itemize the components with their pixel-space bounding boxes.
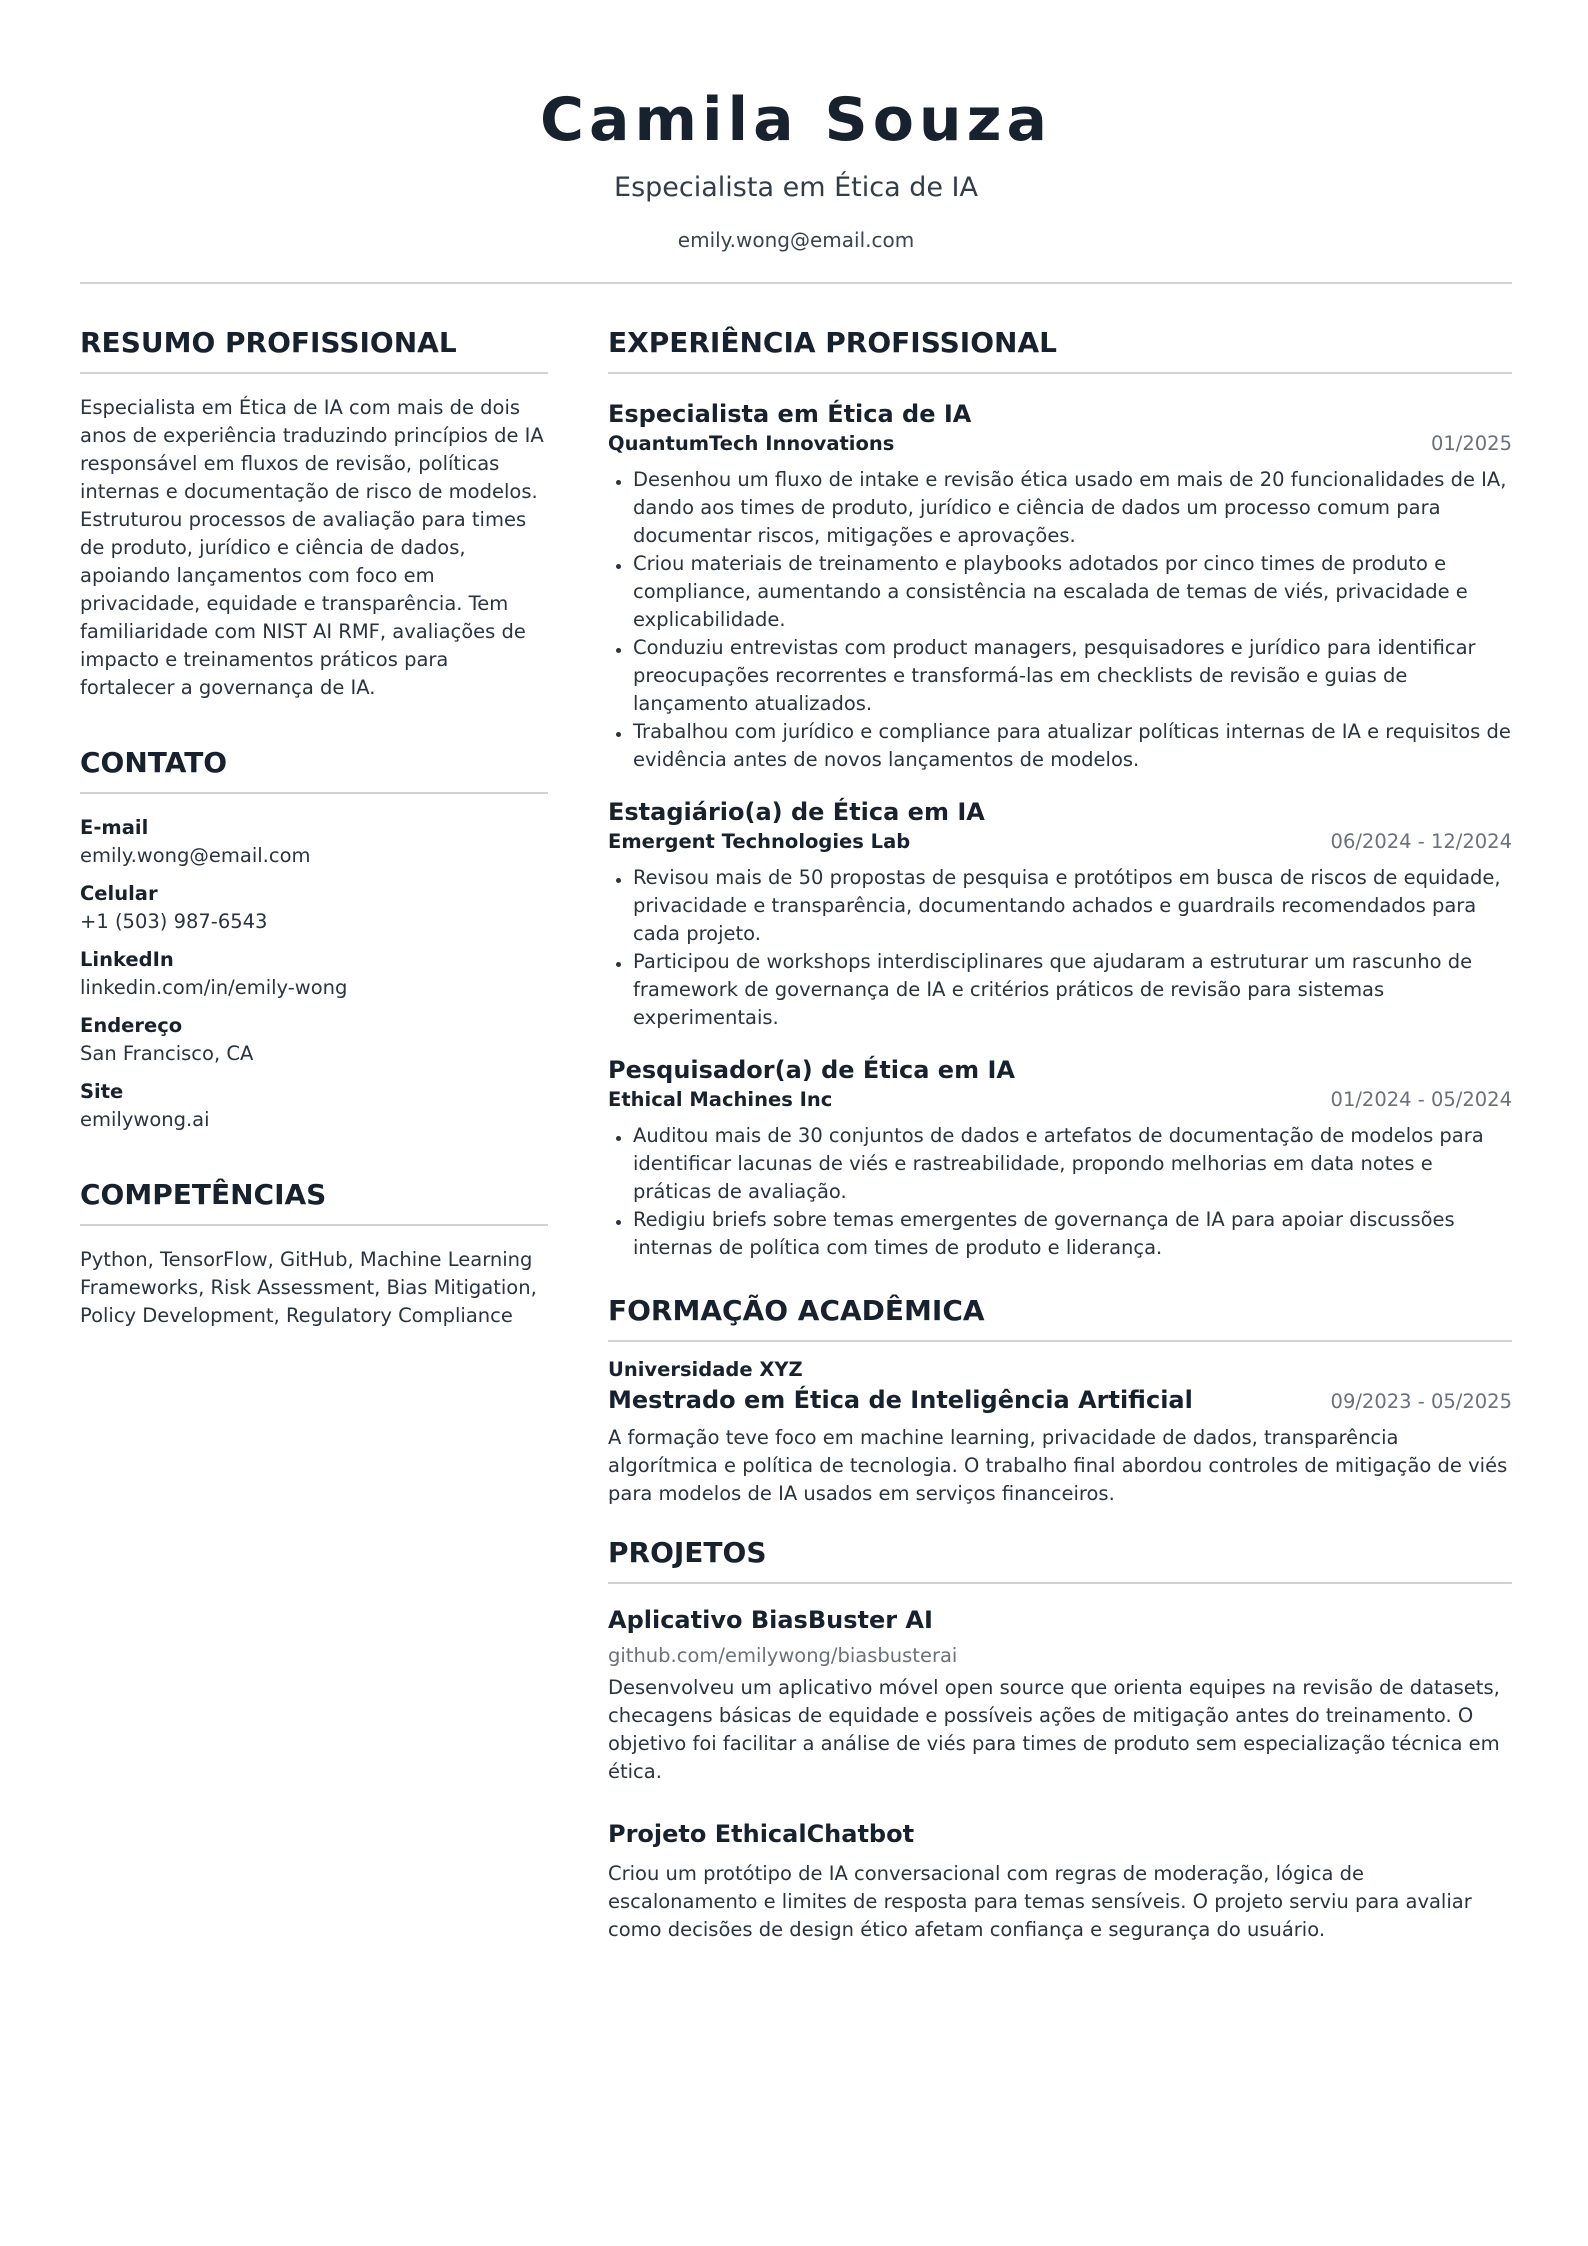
job-meta [608, 828, 1512, 856]
project-entry [608, 1818, 1512, 1944]
education-row [608, 1384, 1512, 1416]
contact-label: E-mail [80, 816, 149, 839]
projects-section [608, 1534, 1512, 1944]
contact-label: Celular [80, 882, 158, 905]
job-company: Emergent Technologies Lab [608, 830, 911, 853]
summary-text: Especialista em Ética de IA com mais de dois anos de experiência traduzindo princípios de IA responsável em fluxos de revisão, políticas internas e documentação de risco de modelos. Estruturou processos de avaliação para times de produto, jurídico e ciência de dados, apoiando lançamentos com foco em privacidade, equidade e transparência. Tem familiaridade com NIST AI RMF, avaliações de impacto e treinamentos práticos para fortalecer a governança de IA. [80, 396, 544, 699]
contact-item-email [80, 814, 548, 870]
job-company: Ethical Machines Inc [608, 1088, 833, 1111]
left-column [80, 324, 548, 1372]
job-company: QuantumTech Innovations [608, 432, 895, 455]
project-text: Criou um protótipo de IA conversacional com regras de moderação, lógica de escalonamento e limites de resposta para temas sensíveis. O projeto serviu para avaliar como decisões de design ético afetam confiança e segurança do usuário. [608, 1862, 1472, 1941]
projects-heading: PROJETOS [608, 1534, 1512, 1584]
job-bullet: Criou materiais de treinamento e playbooks adotados por cinco times de produto e compliance, aumentando a consistência na escalada de temas de viés, privacidade e explicabilidade. [633, 550, 1512, 634]
contact-value: San Francisco, CA [80, 1042, 254, 1065]
experience-section [608, 324, 1512, 1262]
contact-value: +1 (503) 987-6543 [80, 910, 268, 933]
education-school: Universidade XYZ [608, 1358, 803, 1381]
contact-label: LinkedIn [80, 948, 174, 971]
experience-heading: EXPERIÊNCIA PROFISSIONAL [608, 324, 1512, 374]
job-bullets [608, 466, 1512, 774]
job-title: Especialista em Ética de IA [608, 400, 972, 428]
job-bullets [608, 1122, 1512, 1262]
resume-header [80, 0, 1512, 284]
candidate-title: Especialista em Ética de IA [614, 172, 978, 203]
job-bullets [608, 864, 1512, 1032]
job-date: 01/2024 - 05/2024 [1330, 1088, 1512, 1111]
contact-section [80, 744, 548, 1134]
contact-heading: CONTATO [80, 744, 548, 794]
contact-value: emily.wong@email.com [80, 844, 311, 867]
project-title: Projeto EthicalChatbot [608, 1820, 915, 1848]
summary-section [80, 324, 548, 702]
project-link[interactable]: github.com/emilywong/biasbusterai [608, 1644, 958, 1667]
job-bullet: Revisou mais de 50 propostas de pesquisa e protótipos em busca de riscos de equidade, privacidade e transparência, documentando achados e guardrails recomendados para cada projeto. [633, 864, 1512, 948]
skills-section [80, 1176, 548, 1330]
summary-heading: RESUMO PROFISSIONAL [80, 324, 548, 374]
education-date: 09/2023 - 05/2025 [1330, 1390, 1512, 1413]
header-email: emily.wong@email.com [677, 228, 915, 252]
job-meta [608, 1086, 1512, 1114]
right-column [608, 324, 1512, 1986]
education-text: A formação teve foco em machine learning, privacidade de dados, transparência algorítmica e política de tecnologia. O trabalho final abordou controles de mitigação de viés para modelos de IA usados em serviços financeiros. [608, 1426, 1508, 1505]
project-title: Aplicativo BiasBuster AI [608, 1606, 933, 1634]
education-degree: Mestrado em Ética de Inteligência Artificial [608, 1386, 1193, 1414]
project-entry [608, 1604, 1512, 1786]
job-title: Pesquisador(a) de Ética em IA [608, 1056, 1015, 1084]
education-heading: FORMAÇÃO ACADÊMICA [608, 1292, 1512, 1342]
job-entry [608, 398, 1512, 774]
project-text: Desenvolveu um aplicativo móvel open source que orienta equipes na revisão de datasets, checagens básicas de equidade e possíveis ações de mitigação antes do treinamento. O objetivo foi facilitar a análise de viés para times de produto sem especialização técnica em ética. [608, 1676, 1500, 1783]
job-date: 06/2024 - 12/2024 [1330, 830, 1512, 853]
job-entry [608, 1054, 1512, 1262]
contact-label: Endereço [80, 1014, 183, 1037]
skills-text: Python, TensorFlow, GitHub, Machine Learning Frameworks, Risk Assessment, Bias Mitigation, Policy Development, Regulatory Compliance [80, 1248, 537, 1327]
job-meta [608, 430, 1512, 458]
job-date: 01/2025 [1430, 432, 1512, 455]
job-bullet: Auditou mais de 30 conjuntos de dados e artefatos de documentação de modelos para identificar lacunas de viés e rastreabilidade, propondo melhorias em data notes e práticas de avaliação. [633, 1122, 1512, 1206]
education-section [608, 1292, 1512, 1508]
job-bullet: Redigiu briefs sobre temas emergentes de governança de IA para apoiar discussões internas de política com times de produto e liderança. [633, 1206, 1512, 1262]
contact-item-linkedin [80, 946, 548, 1002]
contact-value: emilywong.ai [80, 1108, 210, 1131]
contact-label: Site [80, 1080, 124, 1103]
job-bullet: Trabalhou com jurídico e compliance para atualizar políticas internas de IA e requisitos de evidência antes de novos lançamentos de modelos. [633, 718, 1512, 774]
job-title: Estagiário(a) de Ética em IA [608, 798, 985, 826]
job-entry [608, 796, 1512, 1032]
contact-value: linkedin.com/in/emily-wong [80, 976, 348, 999]
job-bullet: Conduziu entrevistas com product managers, pesquisadores e jurídico para identificar preocupações recorrentes e transformá-las em checklists de revisão e guias de lançamento atualizados. [633, 634, 1512, 718]
resume-page [80, 0, 1512, 2246]
contact-item-address [80, 1012, 548, 1068]
contact-item-site [80, 1078, 548, 1134]
skills-heading: COMPETÊNCIAS [80, 1176, 548, 1226]
job-bullet: Desenhou um fluxo de intake e revisão ética usado em mais de 20 funcionalidades de IA, dando aos times de produto, jurídico e ciência de dados um processo comum para documentar riscos, mitigações e aprovações. [633, 466, 1512, 550]
job-bullet: Participou de workshops interdisciplinares que ajudaram a estruturar um rascunho de framework de governança de IA e critérios práticos de revisão para sistemas experimentais. [633, 948, 1512, 1032]
candidate-name: Camila Souza [539, 85, 1053, 155]
contact-item-phone [80, 880, 548, 936]
